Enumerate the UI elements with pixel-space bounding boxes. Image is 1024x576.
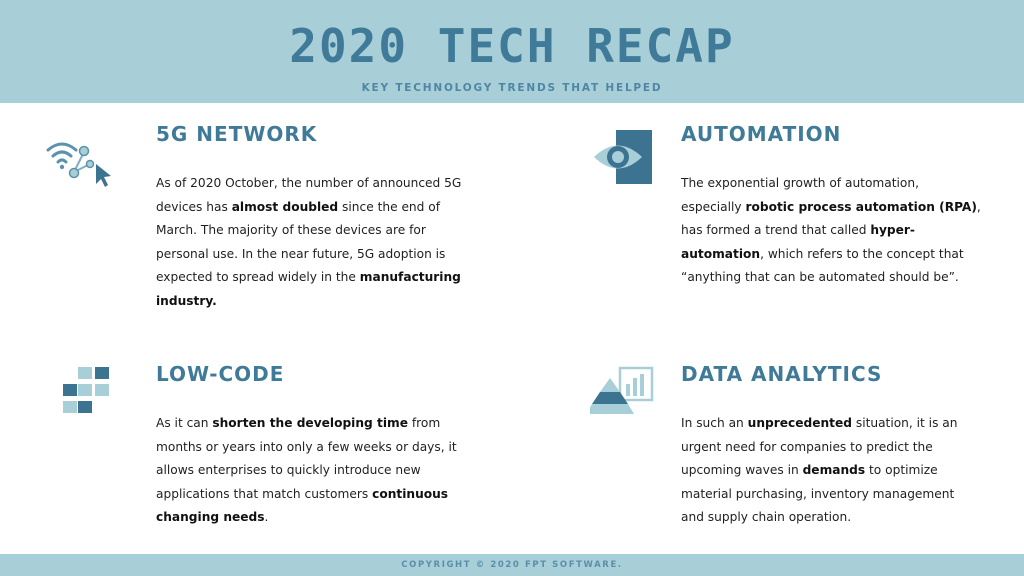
- section-title-data-analytics: DATA ANALYTICS: [681, 362, 883, 386]
- section-title-5g-network: 5G NETWORK: [156, 122, 318, 146]
- section-body-automation: The exponential growth of automation, especially robotic process automation (RPA), has formed a trend that called hyper-automation, which refers to the concept that “anything that can be automated should be”.: [681, 176, 981, 284]
- eye-icon: [592, 130, 656, 186]
- section-automation: [681, 121, 981, 290]
- section-title-low-code: LOW-CODE: [156, 362, 285, 386]
- wifi-share-cursor-icon: [44, 136, 116, 190]
- section-low-code: [156, 361, 468, 530]
- footer-band: [0, 554, 1024, 576]
- section-body-low-code: As it can shorten the developing time from months or years into only a few weeks or days, it allows enterprises to quickly introduce new applications that match customers continuous changing needs.: [156, 416, 457, 524]
- section-body-5g-network: As of 2020 October, the number of announced 5G devices has almost doubled since the end of March. The majority of these devices are for personal use. In the near future, 5G adoption is expected to spread widely in the manufacturing industry.: [156, 176, 462, 308]
- header-band: [0, 0, 1024, 103]
- section-title-automation: AUTOMATION: [681, 122, 842, 146]
- copyright-text: COPYRIGHT © 2020 FPT SOFTWARE.: [401, 560, 623, 570]
- page-subtitle: KEY TECHNOLOGY TRENDS THAT HELPED: [361, 82, 663, 94]
- section-body-data-analytics: In such an unprecedented situation, it is an urgent need for companies to predict the upcoming waves in demands to optimize material purchasing, inventory management and supply chain operation.: [681, 416, 958, 524]
- pyramid-chart-icon: [590, 366, 656, 418]
- section-data-analytics: [681, 361, 981, 530]
- section-5g-network: [156, 121, 468, 313]
- blocks-grid-icon: [62, 366, 114, 418]
- page-title: 2020 TECH RECAP: [289, 19, 735, 73]
